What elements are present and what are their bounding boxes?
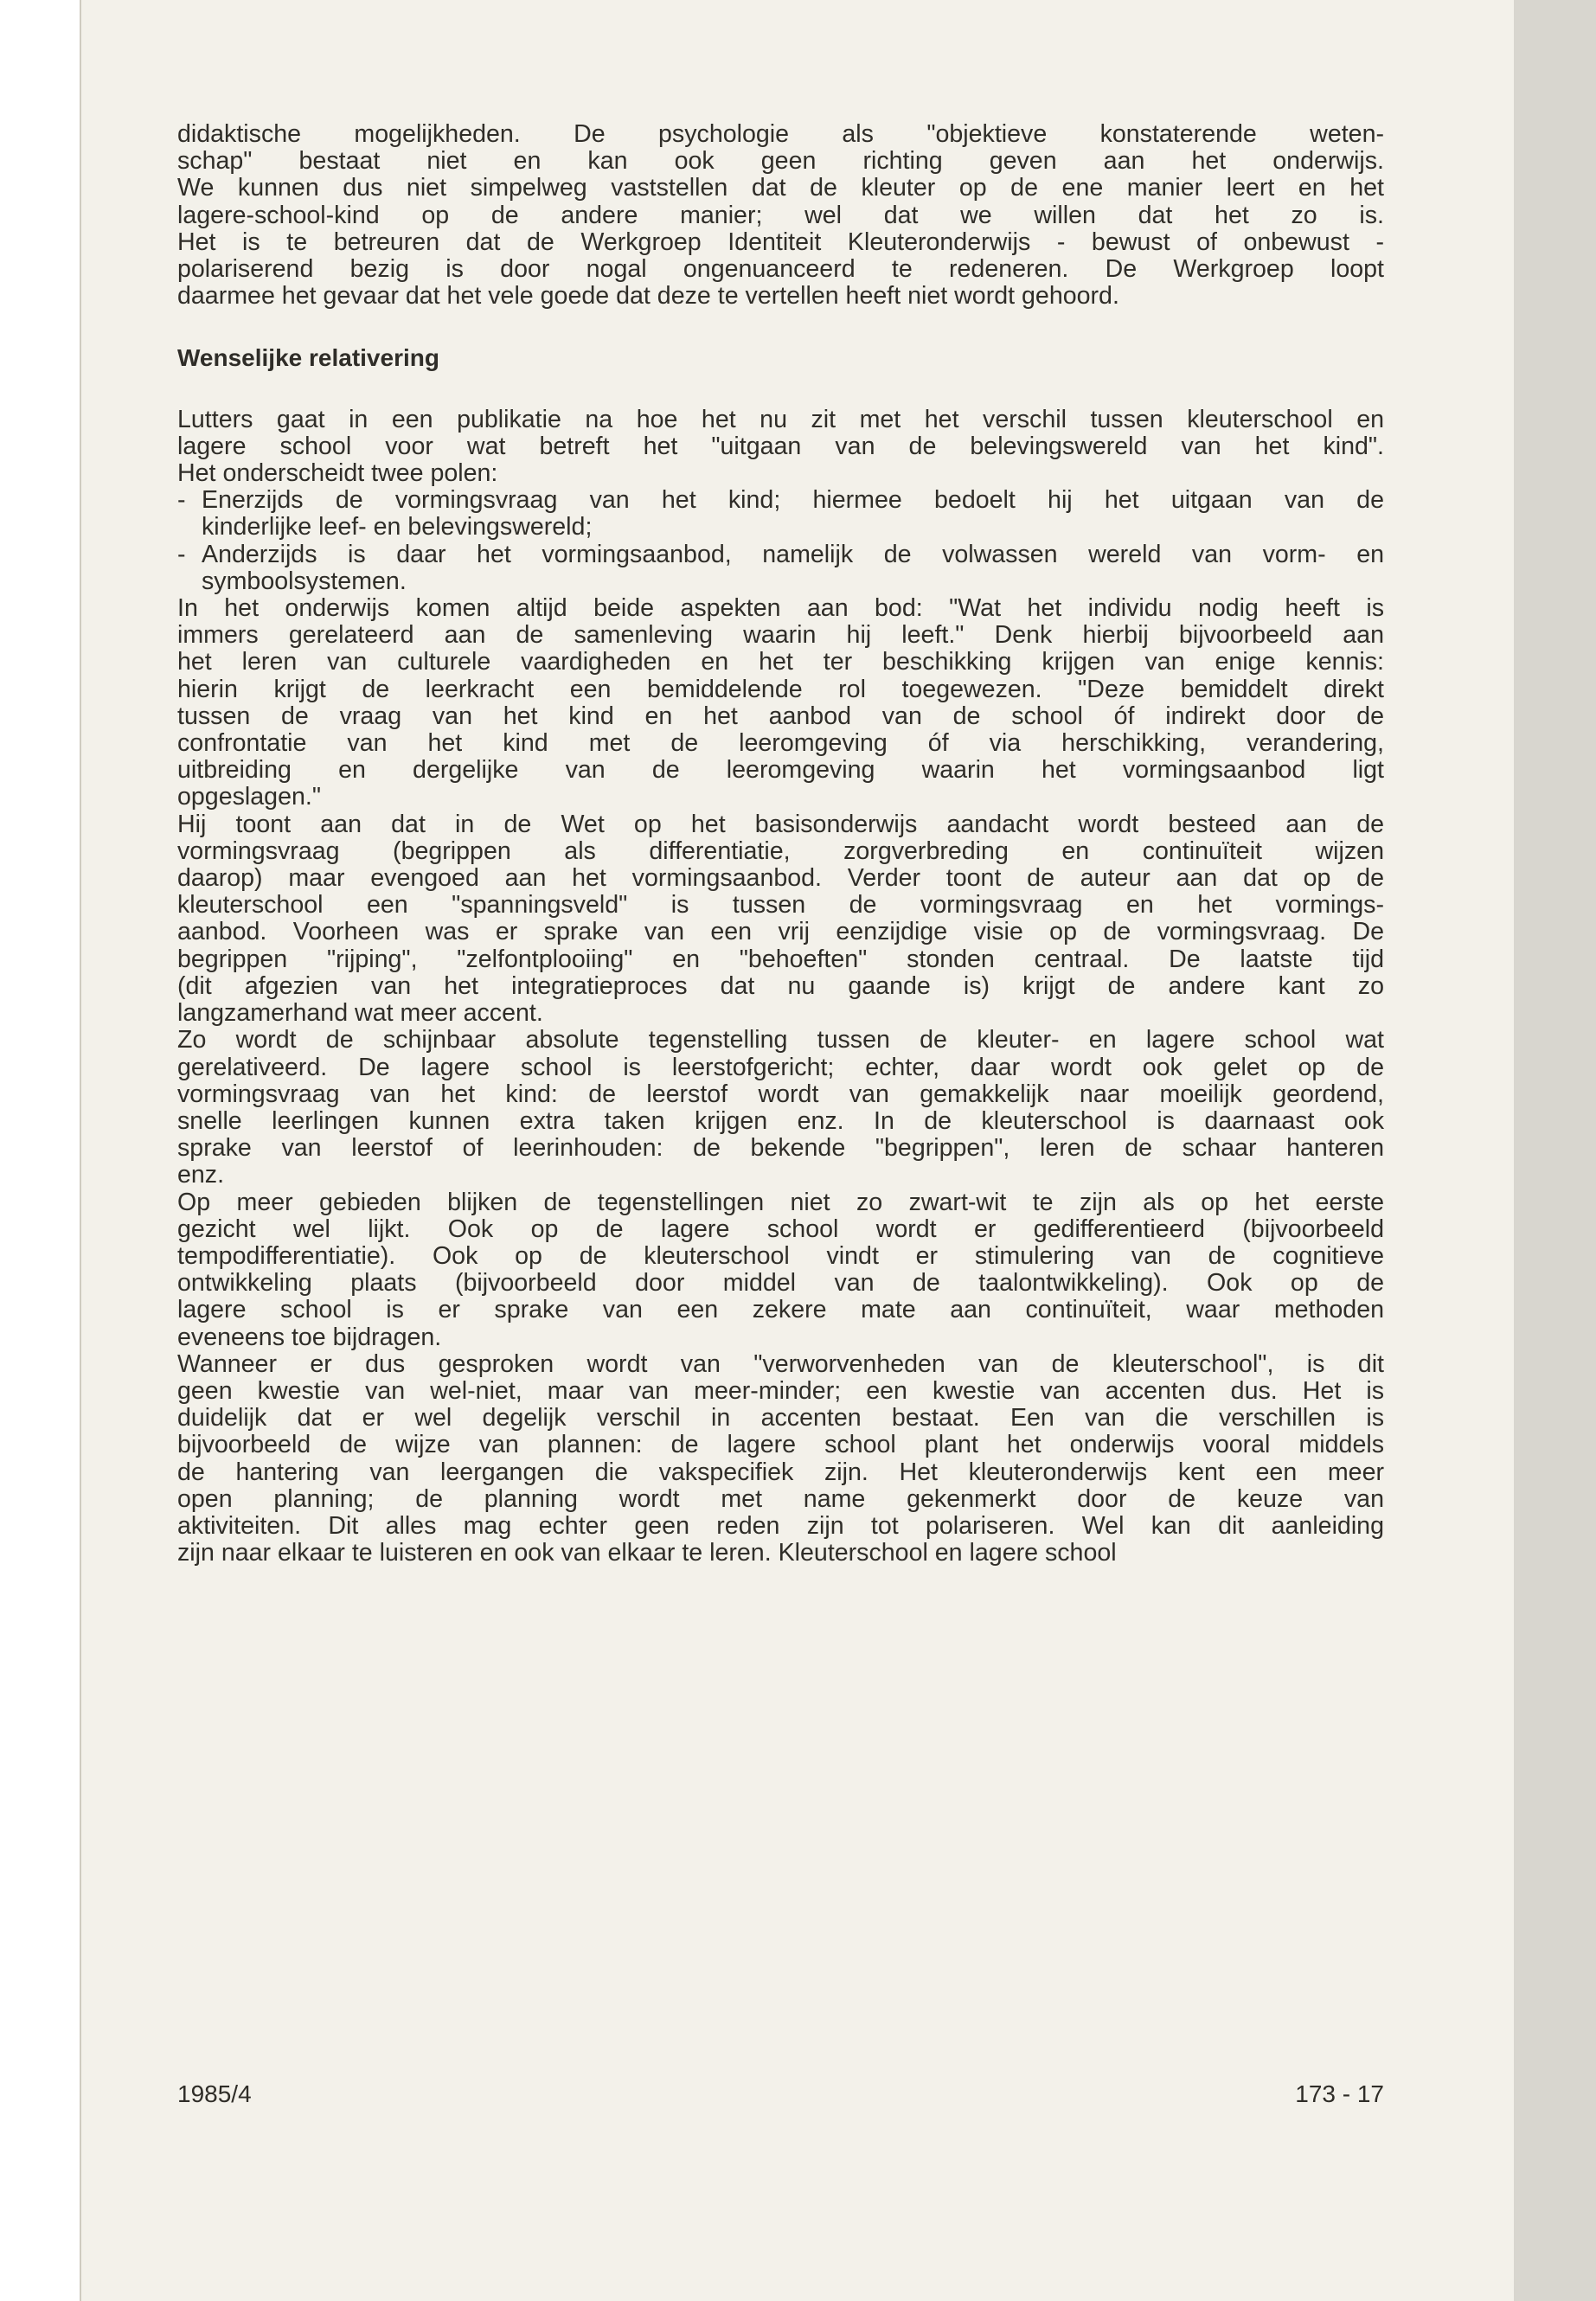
text-line: Anderzijds is daar het vormingsaanbod, namelijk de volwassen wereld van vorm- en	[202, 540, 1384, 568]
text-line: langzamerhand wat meer accent.	[177, 999, 543, 1028]
text-line: lagere school is er sprake van een zekere mate aan continuïteit, waar methoden	[177, 1296, 1384, 1324]
text-line: In het onderwijs komen altijd beide aspekten aan bod: "Wat het individu nodig heeft is	[177, 594, 1384, 623]
scan-right-edge	[1514, 0, 1596, 2301]
text-line: duidelijk dat er wel degelijk verschil in accenten bestaat. Een van die verschillen is	[177, 1404, 1384, 1433]
issue-number: 1985/4	[177, 2080, 252, 2107]
text-line: tussen de vraag van het kind en het aanbod van de school óf indirekt door de	[177, 702, 1384, 730]
text-line: gerelativeerd. De lagere school is leerstofgericht; echter, daar wordt ook gelet op de	[177, 1053, 1384, 1081]
text-line: snelle leerlingen kunnen extra taken krijgen enz. In de kleuterschool is daarnaast ook	[177, 1106, 1384, 1135]
bullet-dash: -	[177, 540, 186, 568]
text-line: het leren van culturele vaardigheden en het ter beschikking krijgen van enige kennis:	[177, 648, 1384, 676]
section-heading: Wenselijke relativering	[177, 344, 439, 372]
text-line: ontwikkeling plaats (bijvoorbeeld door middel van de taalontwikkeling). Ook op de	[177, 1269, 1384, 1298]
text-line: aktiviteiten. Dit alles mag echter geen reden zijn tot polariseren. Wel kan dit aanleiding	[177, 1511, 1384, 1540]
text-line: Het is te betreuren dat de Werkgroep Identiteit Kleuteronderwijs - bewust of onbewust -	[177, 228, 1384, 256]
text-line: Hij toont aan dat in de Wet op het basisonderwijs aandacht wordt besteed aan de	[177, 810, 1384, 838]
text-line: immers gerelateerd aan de samenleving waarin hij leeft." Denk hierbij bijvoorbeeld aan	[177, 621, 1384, 650]
text-line: uitbreiding en dergelijke van de leeromgeving waarin het vormingsaanbod ligt	[177, 756, 1384, 785]
intro-paragraph	[177, 121, 1384, 310]
text-line: symboolsystemen.	[202, 567, 407, 595]
text-line: kinderlijke leef- en belevingswereld;	[202, 513, 593, 542]
bullet-item	[177, 487, 1384, 541]
text-line: Enerzijds de vormingsvraag van het kind; hiermee bedoelt hij het uitgaan van de	[202, 486, 1384, 515]
text-line: Het onderscheidt twee polen:	[177, 459, 498, 488]
text-line: polariserend bezig is door nogal ongenuanceerd te redeneren. De Werkgroep loopt	[177, 255, 1384, 284]
page-number: 173 - 17	[1295, 2080, 1384, 2107]
text-line: de hantering van leergangen die vakspecifiek zijn. Het kleuteronderwijs kent een meer	[177, 1458, 1384, 1486]
text-line: hierin krijgt de leerkracht een bemiddelende rol toegewezen. "Deze bemiddelt direkt	[177, 675, 1384, 703]
text-line: tempodifferentiatie). Ook op de kleuterschool vindt er stimulering van de cognitieve	[177, 1241, 1384, 1270]
text-line: schap" bestaat niet en kan ook geen richting geven aan het onderwijs.	[177, 147, 1384, 176]
bullet-text	[202, 542, 1384, 595]
text-line: vormingsvraag van het kind: de leerstof wordt van gemakkelijk naar moeilijk geordend,	[177, 1080, 1384, 1108]
text-line: (dit afgezien van het integratieproces dat nu gaande is) krijgt de andere kant zo	[177, 971, 1384, 1000]
page-footer	[177, 2080, 1384, 2108]
bullet-dash: -	[177, 486, 186, 515]
text-line: confrontatie van het kind met de leeromgeving óf via herschikking, verandering,	[177, 729, 1384, 758]
text-line: aanbod. Voorheen was er sprake van een vrij eenzijdige visie op de vormingsvraag. De	[177, 918, 1384, 946]
text-line: eveneens toe bijdragen.	[177, 1323, 442, 1351]
text-line: Lutters gaat in een publikatie na hoe het nu zit met het verschil tussen kleuterschool en	[177, 405, 1384, 433]
bullet-text	[202, 487, 1384, 541]
document-page	[177, 121, 1384, 1567]
text-line: vormingsvraag (begrippen als differentiatie, zorgverbreding en continuïteit wijzen	[177, 836, 1384, 865]
text-line: We kunnen dus niet simpelweg vaststellen dat de kleuter op de ene manier leert en het	[177, 174, 1384, 202]
text-line: Wanneer er dus gesproken wordt van "verworvenheden van de kleuterschool", is dit	[177, 1349, 1384, 1378]
text-line: enz.	[177, 1161, 225, 1189]
lutters-paragraph	[177, 407, 1384, 488]
text-line: lagere school voor wat betreft het "uitgaan van de belevingswereld van het kind".	[177, 432, 1384, 460]
text-line: daarmee het gevaar dat het vele goede dat deze te vertellen heeft niet wordt gehoord.	[177, 282, 1119, 311]
bullet-list	[177, 487, 1384, 595]
bullet-item	[177, 542, 1384, 595]
text-line: begrippen "rijping", "zelfontplooiing" en "behoeften" stonden centraal. De laatste tijd	[177, 945, 1384, 973]
text-line: kleuterschool een "spanningsveld" is tussen de vormingsvraag en het vormings-	[177, 891, 1384, 920]
text-line: didaktische mogelijkheden. De psychologie als "objektieve konstaterende weten-	[177, 120, 1384, 148]
text-line: lagere-school-kind op de andere manier; wel dat we willen dat het zo is.	[177, 201, 1384, 229]
text-line: daarop) maar evengoed aan het vormingsaanbod. Verder toont de auteur aan dat op de	[177, 864, 1384, 893]
text-line: open planning; de planning wordt met name gekenmerkt door de keuze van	[177, 1484, 1384, 1513]
text-line: opgeslagen."	[177, 783, 321, 811]
text-line: geen kwestie van wel-niet, maar van meer-minder; een kwestie van accenten dus. Het is	[177, 1376, 1384, 1405]
text-line: Zo wordt de schijnbaar absolute tegenstelling tussen de kleuter- en lagere school wat	[177, 1026, 1384, 1054]
text-line: gezicht wel lijkt. Ook op de lagere school wordt er gedifferentieerd (bijvoorbeeld	[177, 1215, 1384, 1243]
text-line: bijvoorbeeld de wijze van plannen: de lagere school plant het onderwijs vooral middels	[177, 1431, 1384, 1459]
scan-left-edge	[0, 0, 81, 2301]
text-line: zijn naar elkaar te luisteren en ook van elkaar te leren. Kleuterschool en lagere school	[177, 1539, 1117, 1567]
text-line: sprake van leerstof of leerinhouden: de bekende "begrippen", leren de schaar hanteren	[177, 1134, 1384, 1163]
text-line: Op meer gebieden blijken de tegenstellingen niet zo zwart-wit te zijn als op het eerste	[177, 1188, 1384, 1216]
main-text	[177, 595, 1384, 1567]
